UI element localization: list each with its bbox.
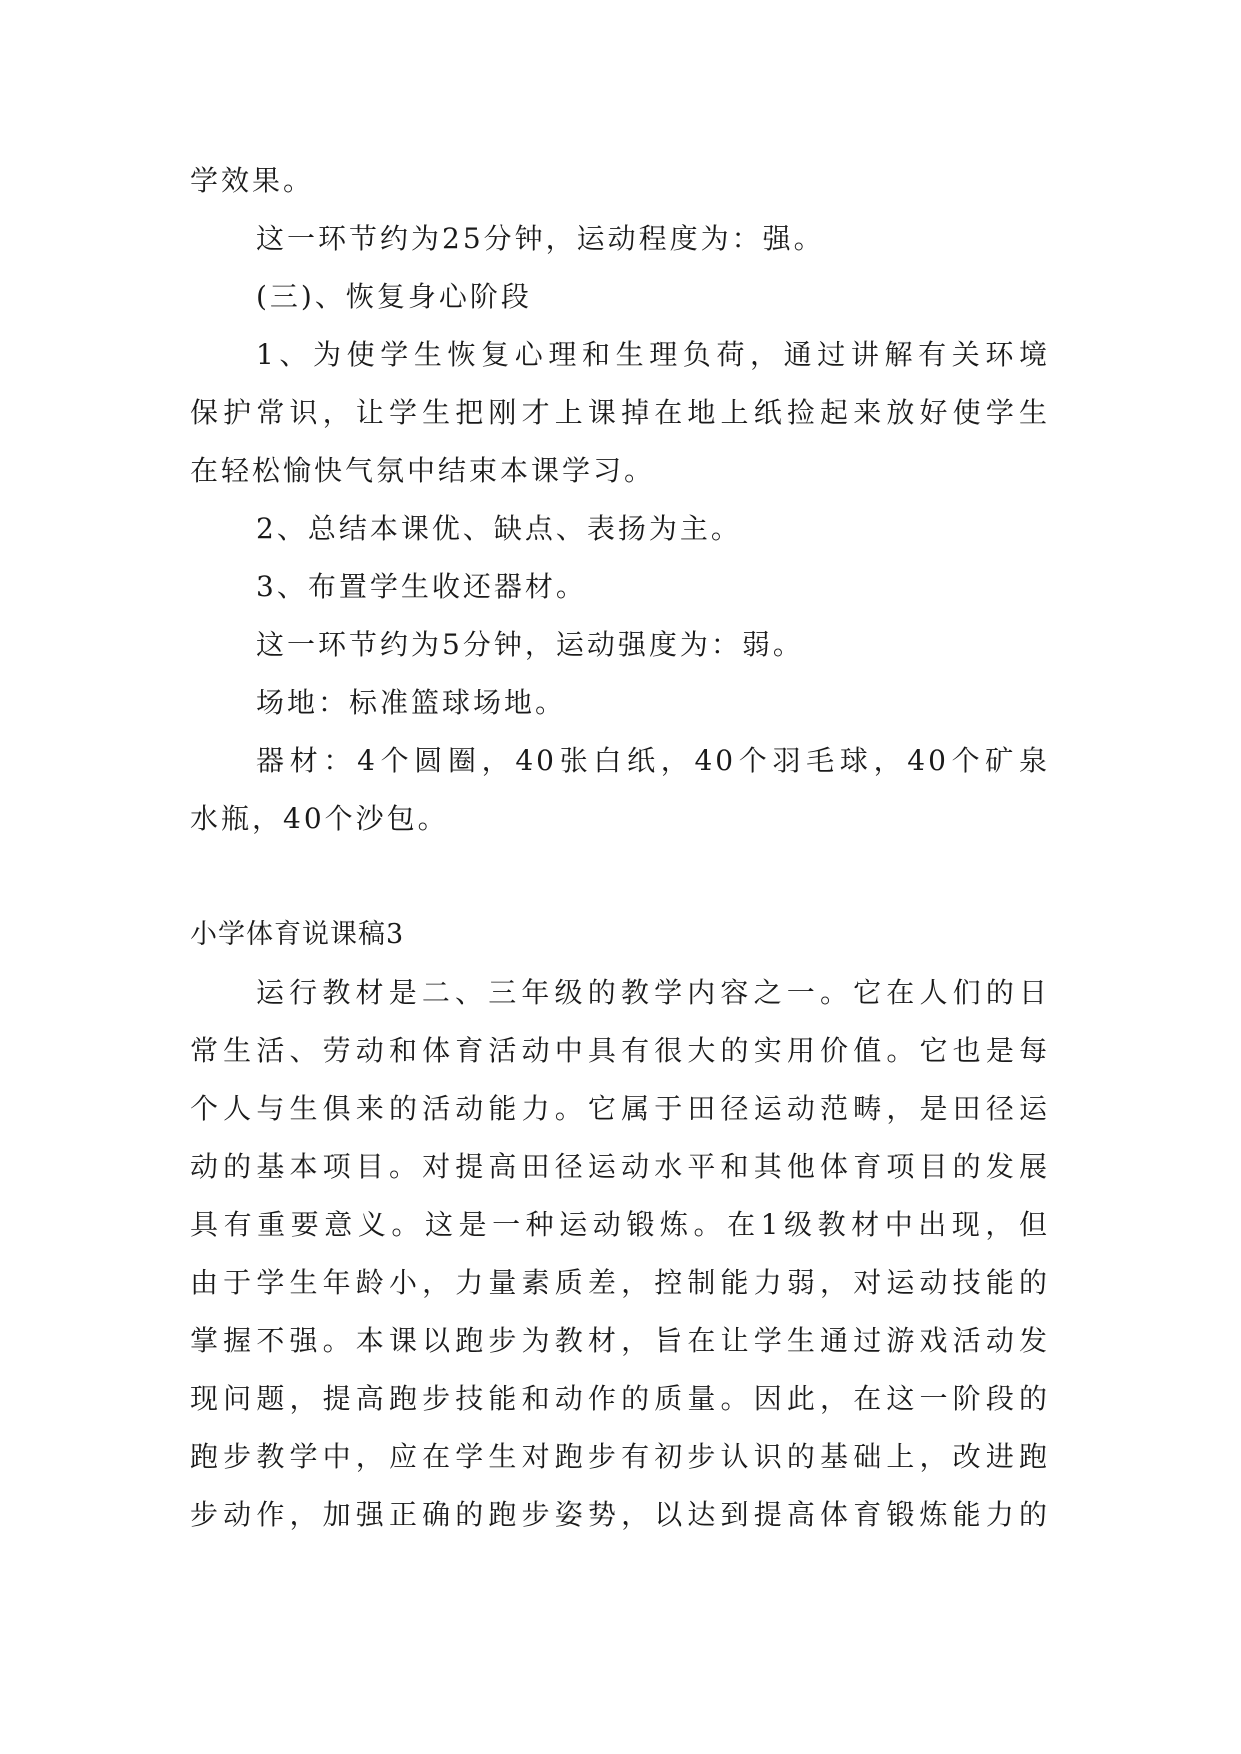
paragraph-line: 动的基本项目。对提高田径运动水平和其他体育项目的发展 [190, 1150, 1050, 1183]
paragraph-line: 水瓶，40个沙包。 [190, 802, 449, 835]
paragraph-line: 器材：4个圆圈，40张白纸，40个羽毛球，40个矿泉 [256, 744, 1050, 777]
paragraph-line: 运行教材是二、三年级的教学内容之一。它在人们的日 [256, 976, 1050, 1009]
paragraph-line: 具有重要意义。这是一种运动锻炼。在1级教材中出现，但 [190, 1208, 1050, 1241]
paragraph-line: 3、布置学生收还器材。 [256, 570, 587, 603]
paragraph-line: 掌握不强。本课以跑步为教材，旨在让学生通过游戏活动发 [190, 1324, 1050, 1357]
document-body [190, 152, 1050, 1544]
paragraph-line: 学效果。 [190, 164, 315, 197]
paragraph-line: 现问题，提高跑步技能和动作的质量。因此，在这一阶段的 [190, 1382, 1050, 1415]
paragraph-line: 这一环节约为5分钟，运动强度为：弱。 [256, 628, 804, 661]
paragraph-line: 2、总结本课优、缺点、表扬为主。 [256, 512, 742, 545]
paragraph-line: 跑步教学中，应在学生对跑步有初步认识的基础上，改进跑 [190, 1440, 1050, 1473]
paragraph-line: 个人与生俱来的活动能力。它属于田径运动范畴，是田径运 [190, 1092, 1050, 1125]
section-heading: 小学体育说课稿3 [190, 919, 405, 950]
blank-space [190, 848, 1050, 906]
paragraph-line: 保护常识，让学生把刚才上课掉在地上纸捡起来放好使学生 [190, 396, 1050, 429]
paragraph-line: 这一环节约为25分钟，运动程度为：强。 [256, 222, 825, 255]
paragraph-line: 由于学生年龄小，力量素质差，控制能力弱，对运动技能的 [190, 1266, 1050, 1299]
paragraph-line: 场地：标准篮球场地。 [256, 686, 567, 719]
paragraph-line: 1、为使学生恢复心理和生理负荷，通过讲解有关环境 [256, 338, 1050, 371]
section-subheading: (三)、恢复身心阶段 [256, 280, 532, 313]
paragraph-line: 在轻松愉快气氛中结束本课学习。 [190, 454, 656, 487]
paragraph-line: 常生活、劳动和体育活动中具有很大的实用价值。它也是每 [190, 1034, 1050, 1067]
paragraph-line: 步动作，加强正确的跑步姿势，以达到提高体育锻炼能力的 [190, 1498, 1050, 1531]
